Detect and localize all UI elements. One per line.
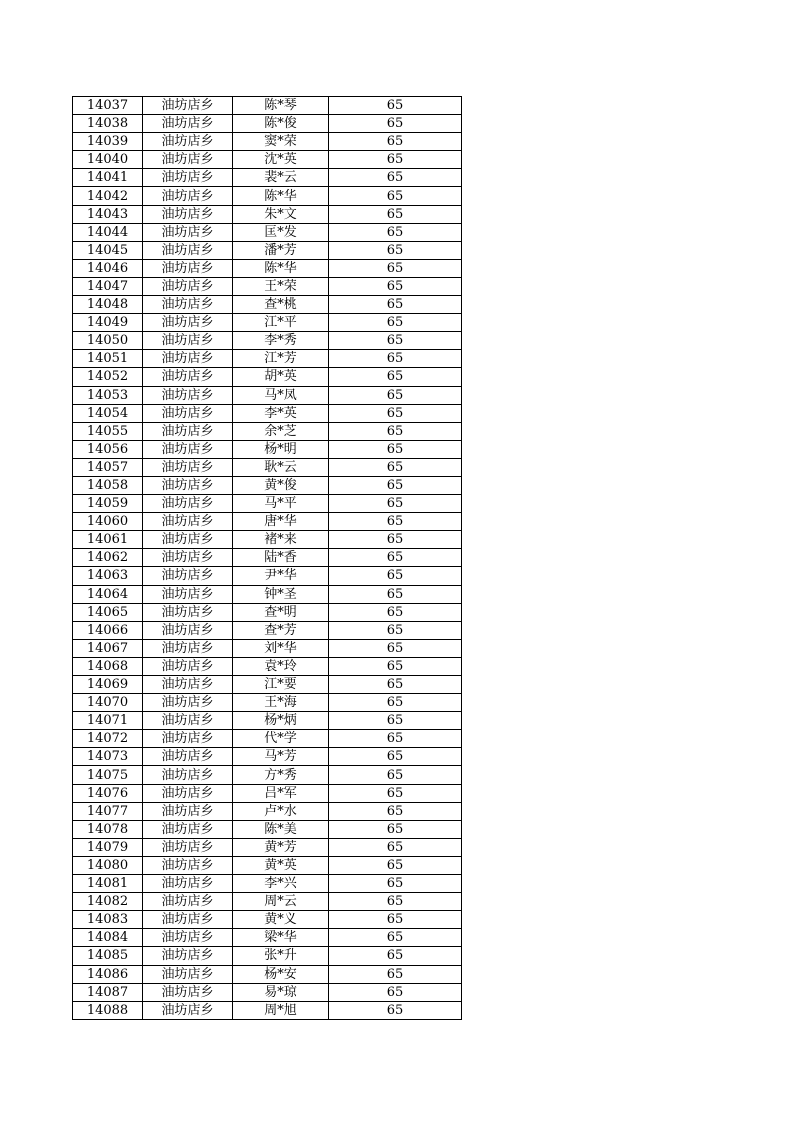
cell-amount: 65 — [329, 929, 462, 947]
cell-amount: 65 — [329, 639, 462, 657]
cell-town: 油坊店乡 — [143, 712, 233, 730]
table-row — [73, 585, 462, 603]
cell-id: 14054 — [73, 404, 143, 422]
cell-name: 尹*华 — [233, 567, 329, 585]
cell-amount: 65 — [329, 911, 462, 929]
cell-town: 油坊店乡 — [143, 115, 233, 133]
cell-town: 油坊店乡 — [143, 603, 233, 621]
cell-town: 油坊店乡 — [143, 875, 233, 893]
table-row — [73, 893, 462, 911]
cell-name: 朱*文 — [233, 205, 329, 223]
cell-name: 裴*云 — [233, 169, 329, 187]
table-row — [73, 241, 462, 259]
cell-town: 油坊店乡 — [143, 694, 233, 712]
cell-name: 易*琼 — [233, 983, 329, 1001]
cell-amount: 65 — [329, 458, 462, 476]
cell-name: 查*芳 — [233, 621, 329, 639]
table-row — [73, 983, 462, 1001]
cell-name: 王*海 — [233, 694, 329, 712]
table-row — [73, 603, 462, 621]
cell-id: 14061 — [73, 531, 143, 549]
table-row — [73, 259, 462, 277]
cell-id: 14071 — [73, 712, 143, 730]
cell-id: 14039 — [73, 133, 143, 151]
table-row — [73, 386, 462, 404]
table-row — [73, 296, 462, 314]
cell-id: 14070 — [73, 694, 143, 712]
cell-id: 14058 — [73, 476, 143, 494]
table-row — [73, 567, 462, 585]
cell-name: 江*平 — [233, 314, 329, 332]
cell-id: 14038 — [73, 115, 143, 133]
cell-amount: 65 — [329, 277, 462, 295]
cell-town: 油坊店乡 — [143, 657, 233, 675]
table-row — [73, 350, 462, 368]
cell-id: 14079 — [73, 838, 143, 856]
cell-name: 唐*华 — [233, 513, 329, 531]
cell-name: 查*桃 — [233, 296, 329, 314]
cell-id: 14081 — [73, 875, 143, 893]
table-row — [73, 657, 462, 675]
cell-name: 马*平 — [233, 495, 329, 513]
cell-id: 14076 — [73, 784, 143, 802]
cell-id: 14078 — [73, 820, 143, 838]
table-row — [73, 187, 462, 205]
cell-id: 14059 — [73, 495, 143, 513]
cell-id: 14050 — [73, 332, 143, 350]
table-row — [73, 440, 462, 458]
cell-amount: 65 — [329, 893, 462, 911]
cell-amount: 65 — [329, 368, 462, 386]
table-row — [73, 1001, 462, 1019]
cell-amount: 65 — [329, 549, 462, 567]
cell-town: 油坊店乡 — [143, 893, 233, 911]
cell-id: 14037 — [73, 97, 143, 115]
cell-name: 方*秀 — [233, 766, 329, 784]
cell-id: 14087 — [73, 983, 143, 1001]
cell-name: 耿*云 — [233, 458, 329, 476]
cell-id: 14044 — [73, 223, 143, 241]
cell-town: 油坊店乡 — [143, 133, 233, 151]
table-row — [73, 223, 462, 241]
cell-name: 潘*芳 — [233, 241, 329, 259]
cell-town: 油坊店乡 — [143, 947, 233, 965]
cell-town: 油坊店乡 — [143, 983, 233, 1001]
cell-amount: 65 — [329, 513, 462, 531]
cell-name: 杨*安 — [233, 965, 329, 983]
table-row — [73, 205, 462, 223]
table-row — [73, 549, 462, 567]
cell-name: 匡*发 — [233, 223, 329, 241]
cell-amount: 65 — [329, 802, 462, 820]
table-row — [73, 621, 462, 639]
cell-town: 油坊店乡 — [143, 169, 233, 187]
cell-name: 马*凤 — [233, 386, 329, 404]
table-row — [73, 875, 462, 893]
cell-id: 14056 — [73, 440, 143, 458]
cell-amount: 65 — [329, 983, 462, 1001]
cell-town: 油坊店乡 — [143, 802, 233, 820]
cell-name: 钟*圣 — [233, 585, 329, 603]
cell-amount: 65 — [329, 241, 462, 259]
cell-name: 李*兴 — [233, 875, 329, 893]
cell-town: 油坊店乡 — [143, 386, 233, 404]
cell-town: 油坊店乡 — [143, 929, 233, 947]
cell-town: 油坊店乡 — [143, 97, 233, 115]
cell-amount: 65 — [329, 603, 462, 621]
cell-amount: 65 — [329, 585, 462, 603]
cell-town: 油坊店乡 — [143, 223, 233, 241]
cell-id: 14051 — [73, 350, 143, 368]
table-row — [73, 277, 462, 295]
cell-town: 油坊店乡 — [143, 621, 233, 639]
cell-amount: 65 — [329, 856, 462, 874]
cell-name: 周*旭 — [233, 1001, 329, 1019]
cell-name: 杨*明 — [233, 440, 329, 458]
cell-name: 王*荣 — [233, 277, 329, 295]
cell-id: 14060 — [73, 513, 143, 531]
table-row — [73, 97, 462, 115]
cell-id: 14073 — [73, 748, 143, 766]
cell-amount: 65 — [329, 766, 462, 784]
cell-town: 油坊店乡 — [143, 440, 233, 458]
cell-town: 油坊店乡 — [143, 187, 233, 205]
cell-name: 黄*义 — [233, 911, 329, 929]
cell-id: 14048 — [73, 296, 143, 314]
cell-name: 李*秀 — [233, 332, 329, 350]
cell-id: 14043 — [73, 205, 143, 223]
cell-town: 油坊店乡 — [143, 730, 233, 748]
cell-town: 油坊店乡 — [143, 332, 233, 350]
cell-id: 14042 — [73, 187, 143, 205]
cell-town: 油坊店乡 — [143, 205, 233, 223]
cell-id: 14045 — [73, 241, 143, 259]
table-row — [73, 169, 462, 187]
cell-amount: 65 — [329, 531, 462, 549]
cell-name: 卢*水 — [233, 802, 329, 820]
cell-name: 陆*香 — [233, 549, 329, 567]
cell-name: 陈*俊 — [233, 115, 329, 133]
cell-name: 窦*荣 — [233, 133, 329, 151]
cell-amount: 65 — [329, 947, 462, 965]
cell-amount: 65 — [329, 440, 462, 458]
cell-town: 油坊店乡 — [143, 766, 233, 784]
cell-amount: 65 — [329, 838, 462, 856]
cell-name: 江*要 — [233, 676, 329, 694]
cell-amount: 65 — [329, 386, 462, 404]
cell-town: 油坊店乡 — [143, 350, 233, 368]
cell-town: 油坊店乡 — [143, 639, 233, 657]
cell-town: 油坊店乡 — [143, 495, 233, 513]
table-row — [73, 495, 462, 513]
cell-name: 梁*华 — [233, 929, 329, 947]
cell-town: 油坊店乡 — [143, 838, 233, 856]
cell-amount: 65 — [329, 730, 462, 748]
cell-id: 14052 — [73, 368, 143, 386]
table-row — [73, 332, 462, 350]
cell-id: 14057 — [73, 458, 143, 476]
cell-amount: 65 — [329, 965, 462, 983]
table-row — [73, 856, 462, 874]
cell-name: 马*芳 — [233, 748, 329, 766]
cell-id: 14084 — [73, 929, 143, 947]
cell-town: 油坊店乡 — [143, 856, 233, 874]
table-row — [73, 784, 462, 802]
cell-amount: 65 — [329, 97, 462, 115]
cell-id: 14069 — [73, 676, 143, 694]
table-row — [73, 838, 462, 856]
table-row — [73, 911, 462, 929]
cell-name: 江*芳 — [233, 350, 329, 368]
cell-town: 油坊店乡 — [143, 296, 233, 314]
cell-id: 14047 — [73, 277, 143, 295]
cell-town: 油坊店乡 — [143, 784, 233, 802]
table-row — [73, 639, 462, 657]
cell-name: 周*云 — [233, 893, 329, 911]
cell-name: 陈*华 — [233, 259, 329, 277]
cell-name: 余*芝 — [233, 422, 329, 440]
cell-amount: 65 — [329, 621, 462, 639]
table-row — [73, 730, 462, 748]
cell-town: 油坊店乡 — [143, 314, 233, 332]
cell-town: 油坊店乡 — [143, 259, 233, 277]
cell-amount: 65 — [329, 694, 462, 712]
cell-name: 胡*英 — [233, 368, 329, 386]
cell-id: 14064 — [73, 585, 143, 603]
cell-amount: 65 — [329, 350, 462, 368]
cell-id: 14088 — [73, 1001, 143, 1019]
cell-amount: 65 — [329, 712, 462, 730]
cell-amount: 65 — [329, 784, 462, 802]
cell-amount: 65 — [329, 296, 462, 314]
table-row — [73, 404, 462, 422]
cell-amount: 65 — [329, 476, 462, 494]
cell-name: 杨*炳 — [233, 712, 329, 730]
cell-id: 14080 — [73, 856, 143, 874]
cell-amount: 65 — [329, 151, 462, 169]
cell-town: 油坊店乡 — [143, 458, 233, 476]
cell-town: 油坊店乡 — [143, 585, 233, 603]
data-table-body — [73, 97, 462, 1020]
cell-town: 油坊店乡 — [143, 531, 233, 549]
cell-id: 14083 — [73, 911, 143, 929]
table-row — [73, 314, 462, 332]
cell-id: 14086 — [73, 965, 143, 983]
cell-name: 李*英 — [233, 404, 329, 422]
cell-amount: 65 — [329, 259, 462, 277]
cell-id: 14065 — [73, 603, 143, 621]
cell-town: 油坊店乡 — [143, 549, 233, 567]
cell-name: 黄*芳 — [233, 838, 329, 856]
cell-amount: 65 — [329, 676, 462, 694]
cell-town: 油坊店乡 — [143, 368, 233, 386]
cell-id: 14085 — [73, 947, 143, 965]
cell-name: 陈*琴 — [233, 97, 329, 115]
cell-amount: 65 — [329, 133, 462, 151]
cell-amount: 65 — [329, 169, 462, 187]
table-row — [73, 151, 462, 169]
table-row — [73, 476, 462, 494]
cell-town: 油坊店乡 — [143, 965, 233, 983]
table-row — [73, 947, 462, 965]
table-row — [73, 748, 462, 766]
cell-town: 油坊店乡 — [143, 911, 233, 929]
cell-id: 14082 — [73, 893, 143, 911]
cell-id: 14063 — [73, 567, 143, 585]
cell-name: 陈*华 — [233, 187, 329, 205]
cell-town: 油坊店乡 — [143, 748, 233, 766]
cell-id: 14077 — [73, 802, 143, 820]
cell-name: 吕*军 — [233, 784, 329, 802]
cell-amount: 65 — [329, 187, 462, 205]
table-row — [73, 115, 462, 133]
cell-id: 14066 — [73, 621, 143, 639]
table-row — [73, 531, 462, 549]
table-row — [73, 820, 462, 838]
cell-town: 油坊店乡 — [143, 513, 233, 531]
cell-town: 油坊店乡 — [143, 820, 233, 838]
cell-town: 油坊店乡 — [143, 422, 233, 440]
cell-amount: 65 — [329, 495, 462, 513]
cell-name: 黄*英 — [233, 856, 329, 874]
table-row — [73, 965, 462, 983]
cell-name: 陈*美 — [233, 820, 329, 838]
table-row — [73, 929, 462, 947]
table-row — [73, 766, 462, 784]
cell-town: 油坊店乡 — [143, 404, 233, 422]
cell-amount: 65 — [329, 332, 462, 350]
cell-amount: 65 — [329, 567, 462, 585]
cell-name: 张*升 — [233, 947, 329, 965]
table-row — [73, 513, 462, 531]
cell-id: 14055 — [73, 422, 143, 440]
cell-id: 14040 — [73, 151, 143, 169]
cell-id: 14068 — [73, 657, 143, 675]
cell-name: 袁*玲 — [233, 657, 329, 675]
cell-amount: 65 — [329, 875, 462, 893]
cell-id: 14062 — [73, 549, 143, 567]
cell-name: 黄*俊 — [233, 476, 329, 494]
cell-amount: 65 — [329, 422, 462, 440]
cell-amount: 65 — [329, 1001, 462, 1019]
table-row — [73, 802, 462, 820]
table-row — [73, 676, 462, 694]
cell-amount: 65 — [329, 205, 462, 223]
cell-amount: 65 — [329, 223, 462, 241]
cell-name: 查*明 — [233, 603, 329, 621]
cell-id: 14053 — [73, 386, 143, 404]
cell-town: 油坊店乡 — [143, 1001, 233, 1019]
cell-id: 14049 — [73, 314, 143, 332]
cell-name: 沈*英 — [233, 151, 329, 169]
table-row — [73, 458, 462, 476]
cell-town: 油坊店乡 — [143, 676, 233, 694]
cell-town: 油坊店乡 — [143, 151, 233, 169]
cell-amount: 65 — [329, 657, 462, 675]
cell-amount: 65 — [329, 115, 462, 133]
table-row — [73, 712, 462, 730]
cell-town: 油坊店乡 — [143, 277, 233, 295]
table-row — [73, 694, 462, 712]
cell-amount: 65 — [329, 748, 462, 766]
cell-name: 刘*华 — [233, 639, 329, 657]
cell-name: 代*学 — [233, 730, 329, 748]
table-row — [73, 368, 462, 386]
cell-town: 油坊店乡 — [143, 476, 233, 494]
cell-amount: 65 — [329, 820, 462, 838]
cell-id: 14067 — [73, 639, 143, 657]
cell-amount: 65 — [329, 404, 462, 422]
data-table — [72, 96, 462, 1020]
cell-id: 14072 — [73, 730, 143, 748]
table-row — [73, 422, 462, 440]
table-row — [73, 133, 462, 151]
cell-town: 油坊店乡 — [143, 567, 233, 585]
cell-id: 14046 — [73, 259, 143, 277]
cell-name: 褚*来 — [233, 531, 329, 549]
cell-amount: 65 — [329, 314, 462, 332]
cell-id: 14041 — [73, 169, 143, 187]
cell-id: 14075 — [73, 766, 143, 784]
cell-town: 油坊店乡 — [143, 241, 233, 259]
